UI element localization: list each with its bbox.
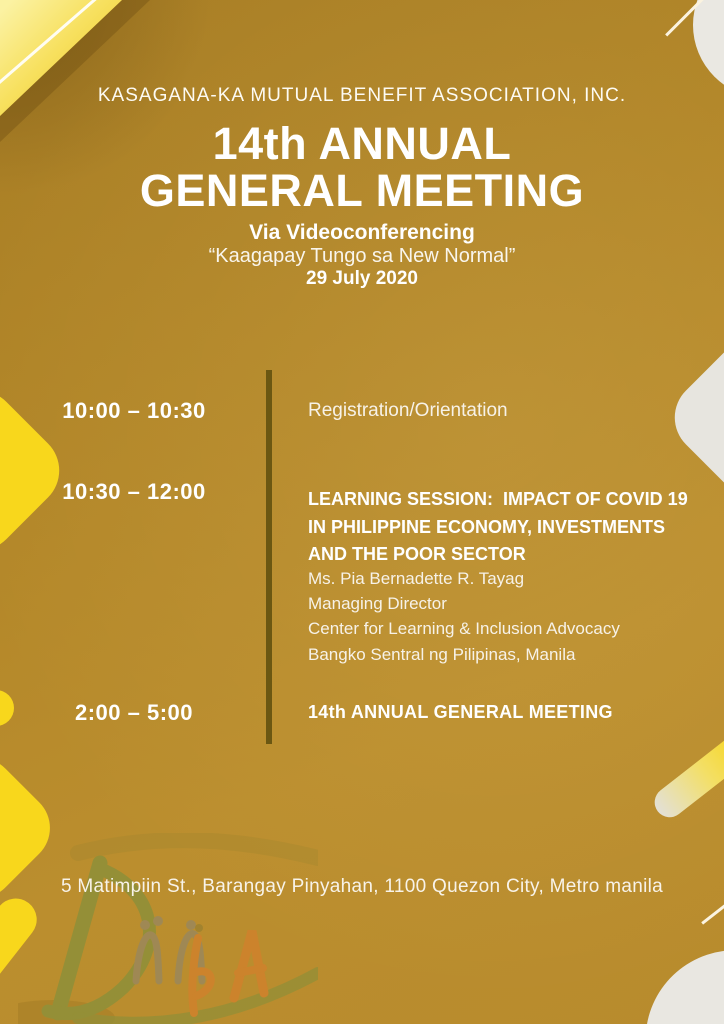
poster-title-line2: GENERAL MEETING xyxy=(139,165,585,216)
schedule-item-2-title xyxy=(308,486,688,569)
schedule-item-2-speaker xyxy=(308,566,620,667)
poster-title-line1: 14th ANNUAL xyxy=(212,118,512,169)
top-right-gray-circle xyxy=(693,0,724,98)
schedule-divider-line xyxy=(266,370,272,744)
speaker-department: Center for Learning & Inclusion Advocacy xyxy=(308,619,620,639)
right-gradient-capsule xyxy=(649,731,724,824)
session-title-line3: AND THE POOR SECTOR xyxy=(308,544,526,564)
bottom-right-gray-blob xyxy=(628,930,724,1024)
schedule-time-2: 10:30 – 12:00 xyxy=(62,479,206,504)
speaker-organization: Bangko Sentral ng Pilipinas, Manila xyxy=(308,644,576,664)
speaker-position: Managing Director xyxy=(308,594,447,614)
meeting-medium: Via Videoconferencing xyxy=(249,221,475,244)
session-title-line2: IN PHILIPPINE ECONOMY, INVESTMENTS xyxy=(308,516,666,537)
schedule-item-1: Registration/Orientation xyxy=(308,400,508,421)
schedule-item-3: 14th ANNUAL GENERAL MEETING xyxy=(308,702,613,722)
organization-name: KASAGANA-KA MUTUAL BENEFIT ASSOCIATION, INC. xyxy=(97,85,627,106)
session-title-line1: LEARNING SESSION: IMPACT OF COVID 19 xyxy=(308,489,688,509)
theme-quote: “Kaagapay Tungo sa New Normal” xyxy=(208,245,516,267)
venue-address: 5 Matimpiin St., Barangay Pinyahan, 1100 Quezon City, Metro manila xyxy=(60,876,664,897)
speaker-name: Ms. Pia Bernadette R. Tayag xyxy=(308,569,525,588)
schedule-time-1: 10:00 – 10:30 xyxy=(62,398,206,423)
kmba-logo-watermark xyxy=(18,833,318,1024)
schedule-time-3: 2:00 – 5:00 xyxy=(74,700,194,725)
event-date: 29 July 2020 xyxy=(306,268,418,289)
right-gray-blob xyxy=(659,322,724,513)
poster-title xyxy=(0,120,724,214)
bottom-right-white-line xyxy=(701,894,724,924)
